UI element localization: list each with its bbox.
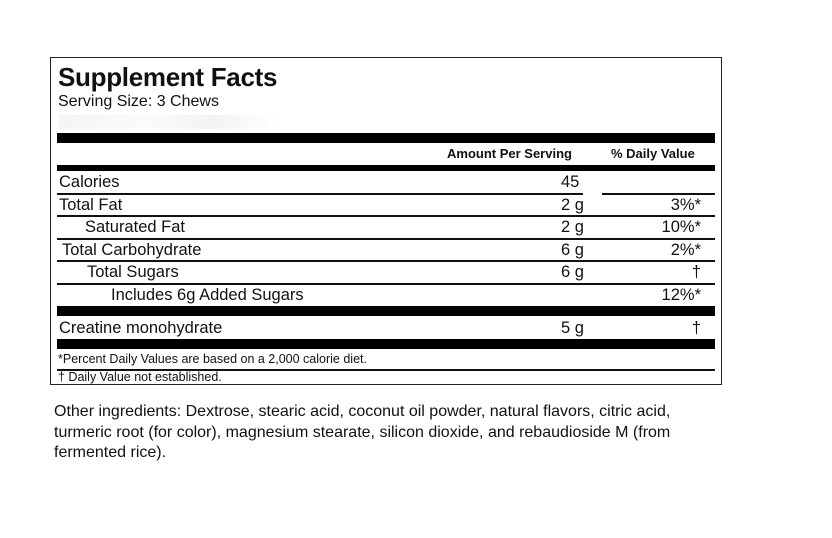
panel-title: Supplement Facts [58, 62, 278, 92]
nutrient-amount: 5 g [561, 319, 584, 337]
nutrient-name: Total Sugars [87, 263, 179, 281]
nutrient-name: Saturated Fat [85, 218, 185, 236]
nutrient-row [57, 239, 715, 261]
nutrient-row [57, 317, 715, 339]
supplement-facts-panel [50, 57, 722, 385]
nutrient-name: Total Carbohydrate [62, 241, 202, 259]
nutrient-row [57, 194, 715, 216]
nutrient-row [57, 216, 715, 238]
nutrient-amount: 6 g [561, 241, 584, 259]
nutrient-amount: 6 g [561, 263, 584, 281]
other-ingredients: Other ingredients: Dextrose, stearic acid, coconut oil powder, natural flavors, citric acid, turmeric root (for color), magnesium stearate, silicon dioxide, and rebaudioside M (from fermented rice). [54, 403, 671, 461]
thick-rule-middle [57, 306, 715, 316]
blurred-text [59, 115, 279, 129]
nutrient-name: Total Fat [59, 196, 123, 214]
header-amount-per-serving: Amount Per Serving [447, 146, 572, 161]
nutrient-name: Includes 6g Added Sugars [111, 286, 304, 304]
nutrient-name: Creatine monohydrate [59, 319, 223, 337]
nutrient-row [57, 261, 715, 283]
header-daily-value: % Daily Value [611, 146, 695, 161]
nutrient-dv: † [691, 319, 701, 337]
thick-rule-bottom [57, 339, 715, 349]
nutrient-row [57, 284, 715, 306]
nutrient-amount: 2 g [561, 218, 584, 236]
nutrient-name: Calories [59, 173, 120, 191]
nutrient-dv: † [691, 263, 701, 281]
nutrient-dv: 3%* [670, 196, 701, 214]
thick-rule-top [57, 133, 715, 143]
nutrient-dv: 2%* [670, 241, 701, 259]
serving-size: Serving Size: 3 Chews [58, 93, 219, 110]
nutrient-amount: 2 g [561, 196, 584, 214]
nutrient-dv: 10%* [661, 218, 701, 236]
footnote-daily-values: *Percent Daily Values are based on a 2,000 calorie diet. [58, 352, 367, 366]
nutrient-dv: 12%* [661, 286, 701, 304]
nutrient-row [57, 171, 715, 193]
footnote-not-established: † Daily Value not established. [58, 370, 222, 384]
nutrient-amount: 45 [561, 173, 580, 191]
